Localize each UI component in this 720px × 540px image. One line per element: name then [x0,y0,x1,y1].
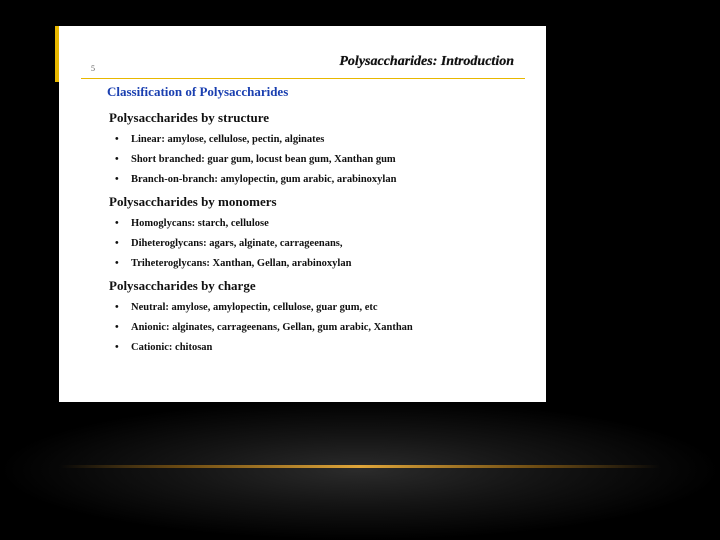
item-text: Neutral: amylose, amylopectin, cellulose, guar gum, etc [131,302,378,313]
item-text: Cationic: chitosan [131,342,213,353]
bullet: • [115,258,119,269]
bullet: • [115,134,119,145]
list-item [115,218,269,229]
bullet: • [115,302,119,313]
list-item [115,238,343,249]
list-item [115,342,212,353]
bullet: • [115,342,119,353]
slide [59,26,546,402]
list-item [115,174,396,185]
item-text: Anionic: alginates, carrageenans, Gellan, gum arabic, Xanthan [131,322,413,333]
item-text: Short branched: guar gum, locust bean gum, Xanthan gum [131,154,396,165]
item-text: Triheteroglycans: Xanthan, Gellan, arabinoxylan [131,258,352,269]
bullet: • [115,322,119,333]
header-rule [81,78,525,79]
item-text: Homoglycans: starch, cellulose [131,218,269,229]
section-title-charge: Polysaccharides by charge [109,278,256,293]
slide-heading: Classification of Polysaccharides [107,84,289,99]
list-item [115,322,413,333]
bullet: • [115,218,119,229]
item-text: Linear: amylose, cellulose, pectin, alginates [131,134,325,145]
bullet: • [115,174,119,185]
item-text: Diheteroglycans: agars, alginate, carrageenans, [131,238,343,249]
slide-number: 5 [91,64,95,73]
section-title-monomers: Polysaccharides by monomers [109,194,277,209]
list-item [115,258,351,269]
section-title-structure: Polysaccharides by structure [109,110,270,125]
bullet: • [115,238,119,249]
item-text: Branch-on-branch: amylopectin, gum arabic, arabinoxylan [131,174,397,185]
stage-glow [0,400,720,540]
bullet: • [115,154,119,165]
floor-line [60,465,660,468]
list-item [115,134,324,145]
slide-title: Polysaccharides: Introduction [339,54,514,69]
list-item [115,302,378,313]
list-item [115,154,396,165]
